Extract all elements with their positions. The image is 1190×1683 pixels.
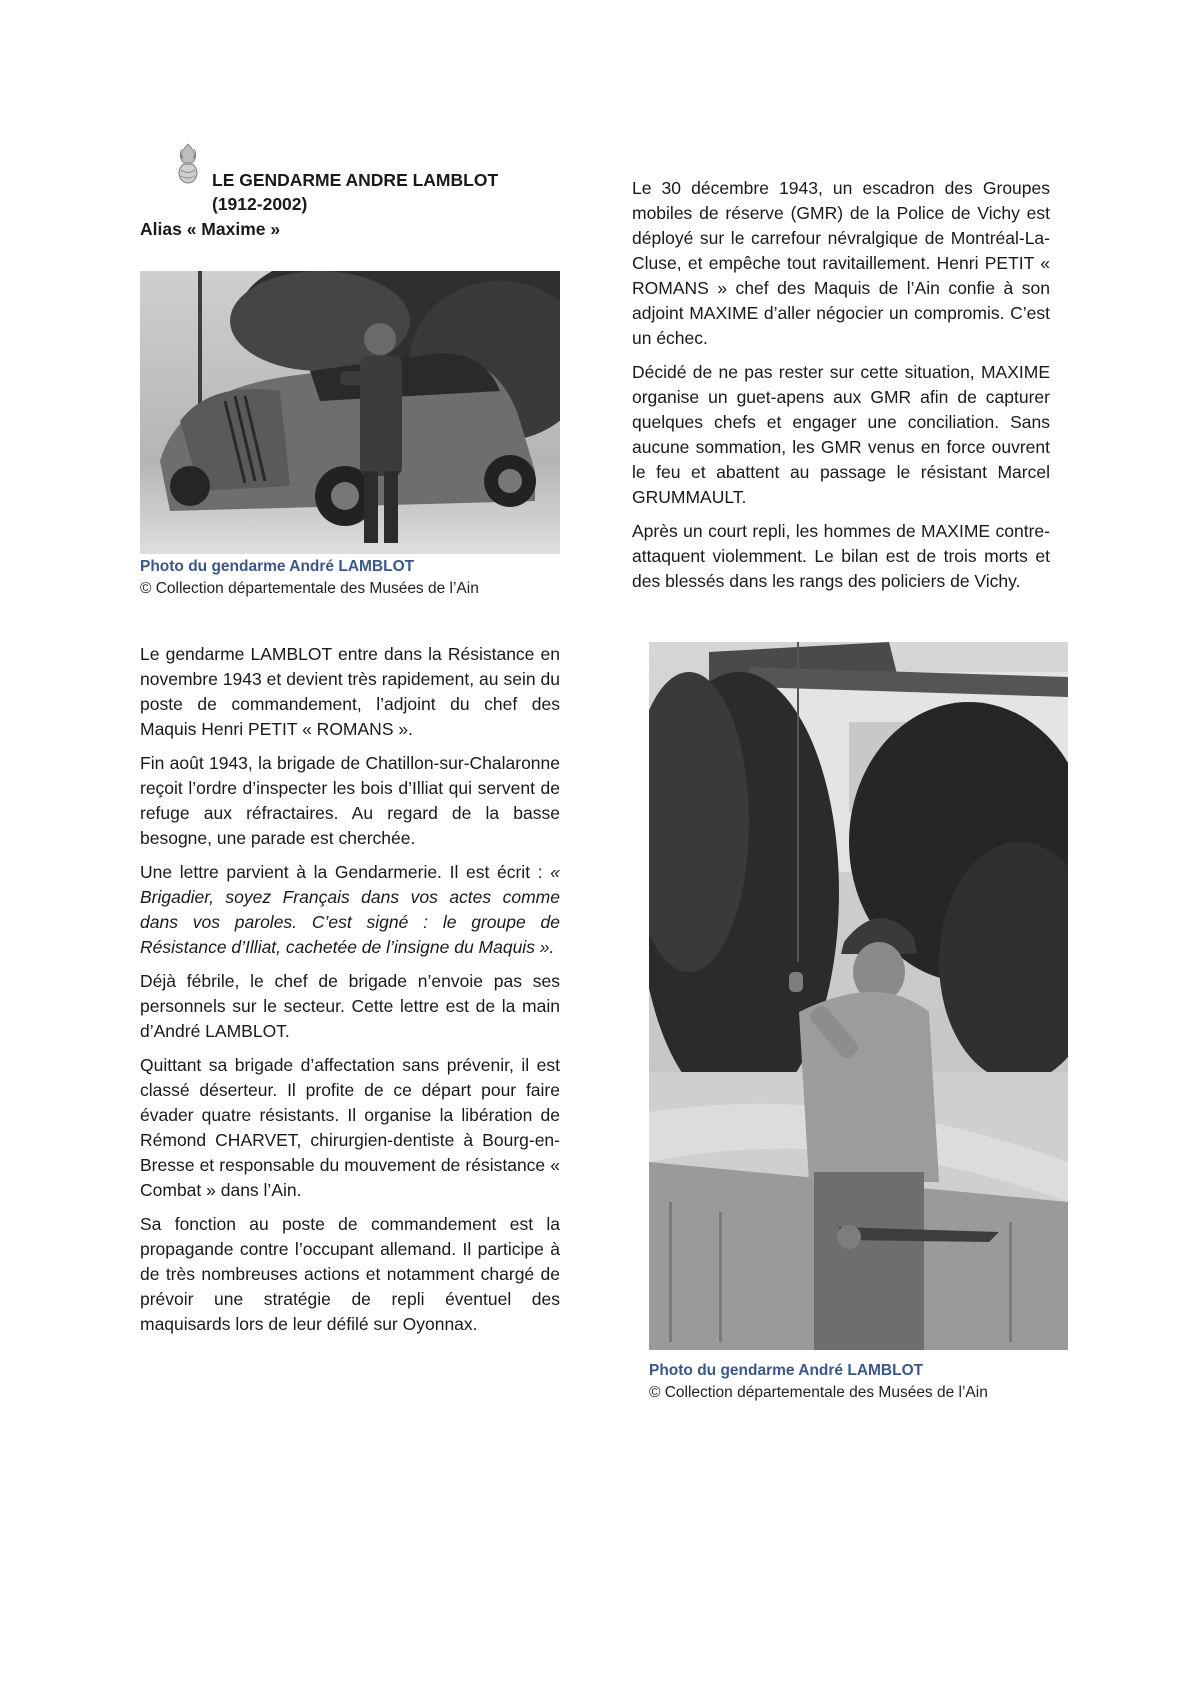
paragraph: Fin août 1943, la brigade de Chatillon-sur-Chalaronne reçoit l’ordre d’inspecter les bois d’Illiat qui servent de refuge aux réfractaires. Au regard de la basse besogne, une parade est cherchée. bbox=[140, 753, 560, 848]
photo1-caption-title: Photo du gendarme André LAMBLOT bbox=[140, 558, 415, 575]
photo1-caption-credit: © Collection départementale des Musées de l’Ain bbox=[140, 580, 479, 597]
photo2-caption-credit: © Collection départementale des Musées de l’Ain bbox=[649, 1384, 988, 1401]
paragraph: Après un court repli, les hommes de MAXIME contre-attaquent violemment. Le bilan est de trois morts et des blessés dans les rangs des policiers de Vichy. bbox=[632, 521, 1050, 591]
right-column-text bbox=[632, 176, 1050, 603]
page-title: LE GENDARME ANDRE LAMBLOT bbox=[212, 170, 499, 190]
left-column-text bbox=[140, 642, 560, 1346]
letter-quote: « Brigadier, soyez Français dans vos actes comme dans vos paroles. C’est signé : le groupe de Résistance d’Illiat, cachetée de l’insigne du Maquis ». bbox=[140, 862, 560, 957]
paragraph: Le 30 décembre 1943, un escadron des Groupes mobiles de réserve (GMR) de la Police de Vichy est déployé sur le carrefour névralgique de Montréal-La-Cluse, et empêche tout ravitaillement. Henri PETIT « ROMANS » chef des Maquis de l’Ain confie à son adjoint MAXIME d’aller négocier un compromis. C’est un échec. bbox=[632, 178, 1050, 348]
paragraph: Le gendarme LAMBLOT entre dans la Résistance en novembre 1943 et devient très rapidement, au sein du poste de commandement, l’adjoint du chef des Maquis Henri PETIT « ROMANS ». bbox=[140, 644, 560, 739]
photo-lamblot-helmet bbox=[649, 642, 1068, 1350]
paragraph: Déjà fébrile, le chef de brigade n’envoie pas ses personnels sur le secteur. Cette lettre est de la main d’André LAMBLOT. bbox=[140, 971, 560, 1041]
alias: Alias « Maxime » bbox=[140, 219, 281, 239]
paragraph bbox=[140, 860, 560, 960]
paragraph: Quittant sa brigade d’affectation sans prévenir, il est classé déserteur. Il profite de ce départ pour faire évader quatre résistants. Il organise la libération de Rémond CHARVET, chirurgien-dentiste à Bourg-en-Bresse et responsable du mouvement de résistance « Combat » dans l’Ain. bbox=[140, 1055, 560, 1200]
paragraph: Sa fonction au poste de commandement est la propagande contre l’occupant allemand. Il participe à de très nombreuses actions et notamment chargé de prévoir une stratégie de repli éventuel des maquisards lors de leur défilé sur Oyonnax. bbox=[140, 1214, 560, 1334]
letter-intro: Une lettre parvient à la Gendarmerie. Il est écrit : bbox=[140, 862, 543, 882]
photo2-caption-title: Photo du gendarme André LAMBLOT bbox=[649, 1362, 924, 1379]
paragraph: Décidé de ne pas rester sur cette situation, MAXIME organise un guet-apens aux GMR afin de capturer quelques chefs et engager une conciliation. Sans aucune sommation, les GMR venus en force ouvrent le feu et abattent au passage le résistant Marcel GRUMMAULT. bbox=[632, 362, 1050, 507]
photo-lamblot-car bbox=[140, 271, 560, 554]
gendarmerie-grenade-icon bbox=[176, 142, 200, 186]
life-dates: (1912-2002) bbox=[212, 194, 308, 214]
